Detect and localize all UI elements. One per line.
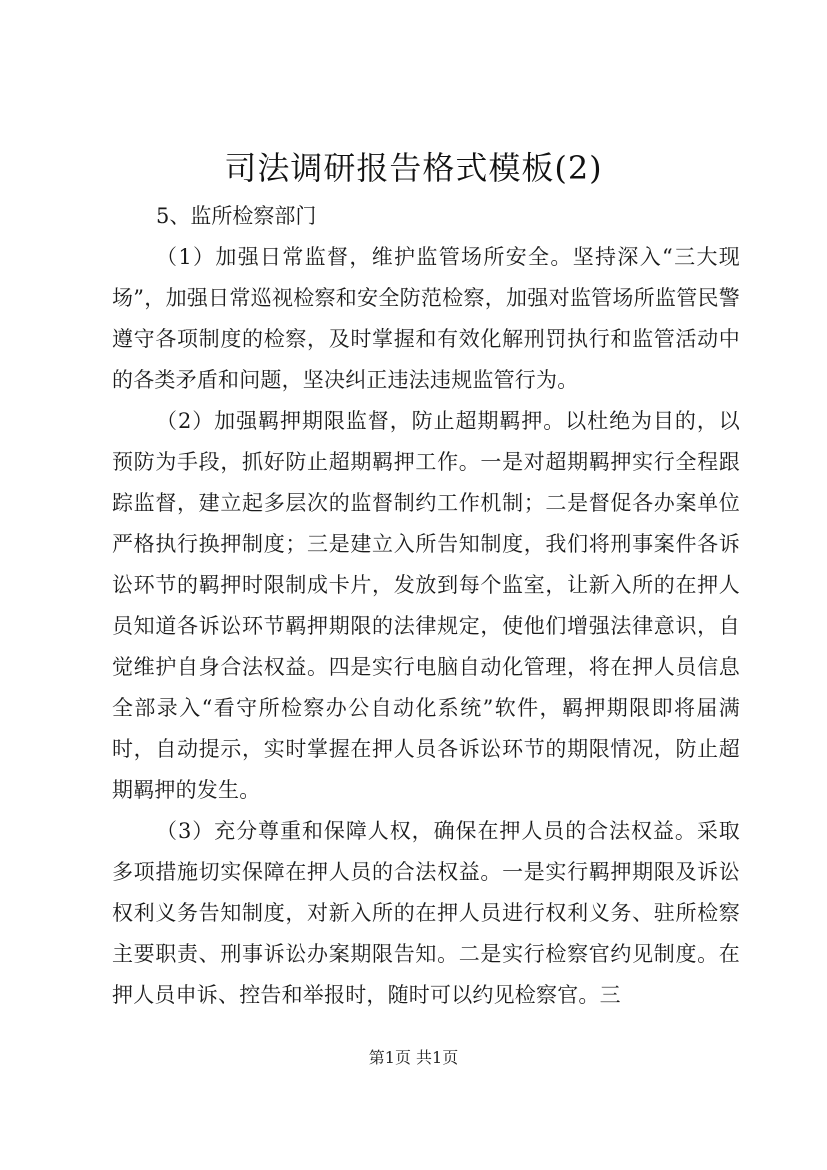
page-footer: 第1页 共1页 [368, 1048, 459, 1067]
document-title: 司法调研报告格式模板(2) [224, 149, 603, 187]
paragraph-3: （3）充分尊重和保障人权，确保在押人员的合法权益。采取多项措施切实保障在押人员的合法权益。一是实行羁押期限及诉讼权利义务告知制度，对新入所的在押人员进行权利义务、驻所检察主要职责、刑事诉讼办案期限告知。二是实行检察官约见制度。在押人员申诉、控告和举报时，随时可以约见检察官。三 [112, 819, 740, 1007]
paragraph-1: （1）加强日常监督，维护监管场所安全。坚持深入“三大现场”，加强日常巡视检察和安全防范检察，加强对监管场所监管民警遵守各项制度的检察，及时掌握和有效化解刑罚执行和监管活动中的各类矛盾和问题，坚决纠正违法违规监管行为。 [112, 245, 740, 392]
section-heading: 5、监所检察部门 [156, 204, 317, 228]
paragraph-2: （2）加强羁押期限监督，防止超期羁押。以杜绝为目的，以预防为手段，抓好防止超期羁押工作。一是对超期羁押实行全程跟踪监督，建立起多层次的监督制约工作机制；二是督促各办案单位严格执行换押制度；三是建立入所告知制度，我们将刑事案件各诉讼环节的羁押时限制成卡片，发放到每个监室，让新入所的在押人员知道各诉讼环节羁押期限的法律规定，使他们增强法律意识，自觉维护自身合法权益。四是实行电脑自动化管理，将在押人员信息全部录入“看守所检察办公自动化系统”软件，羁押期限即将届满时，自动提示，实时掌握在押人员各诉讼环节的期限情况，防止超期羁押的发生。 [112, 409, 740, 802]
document-body [112, 196, 740, 1016]
